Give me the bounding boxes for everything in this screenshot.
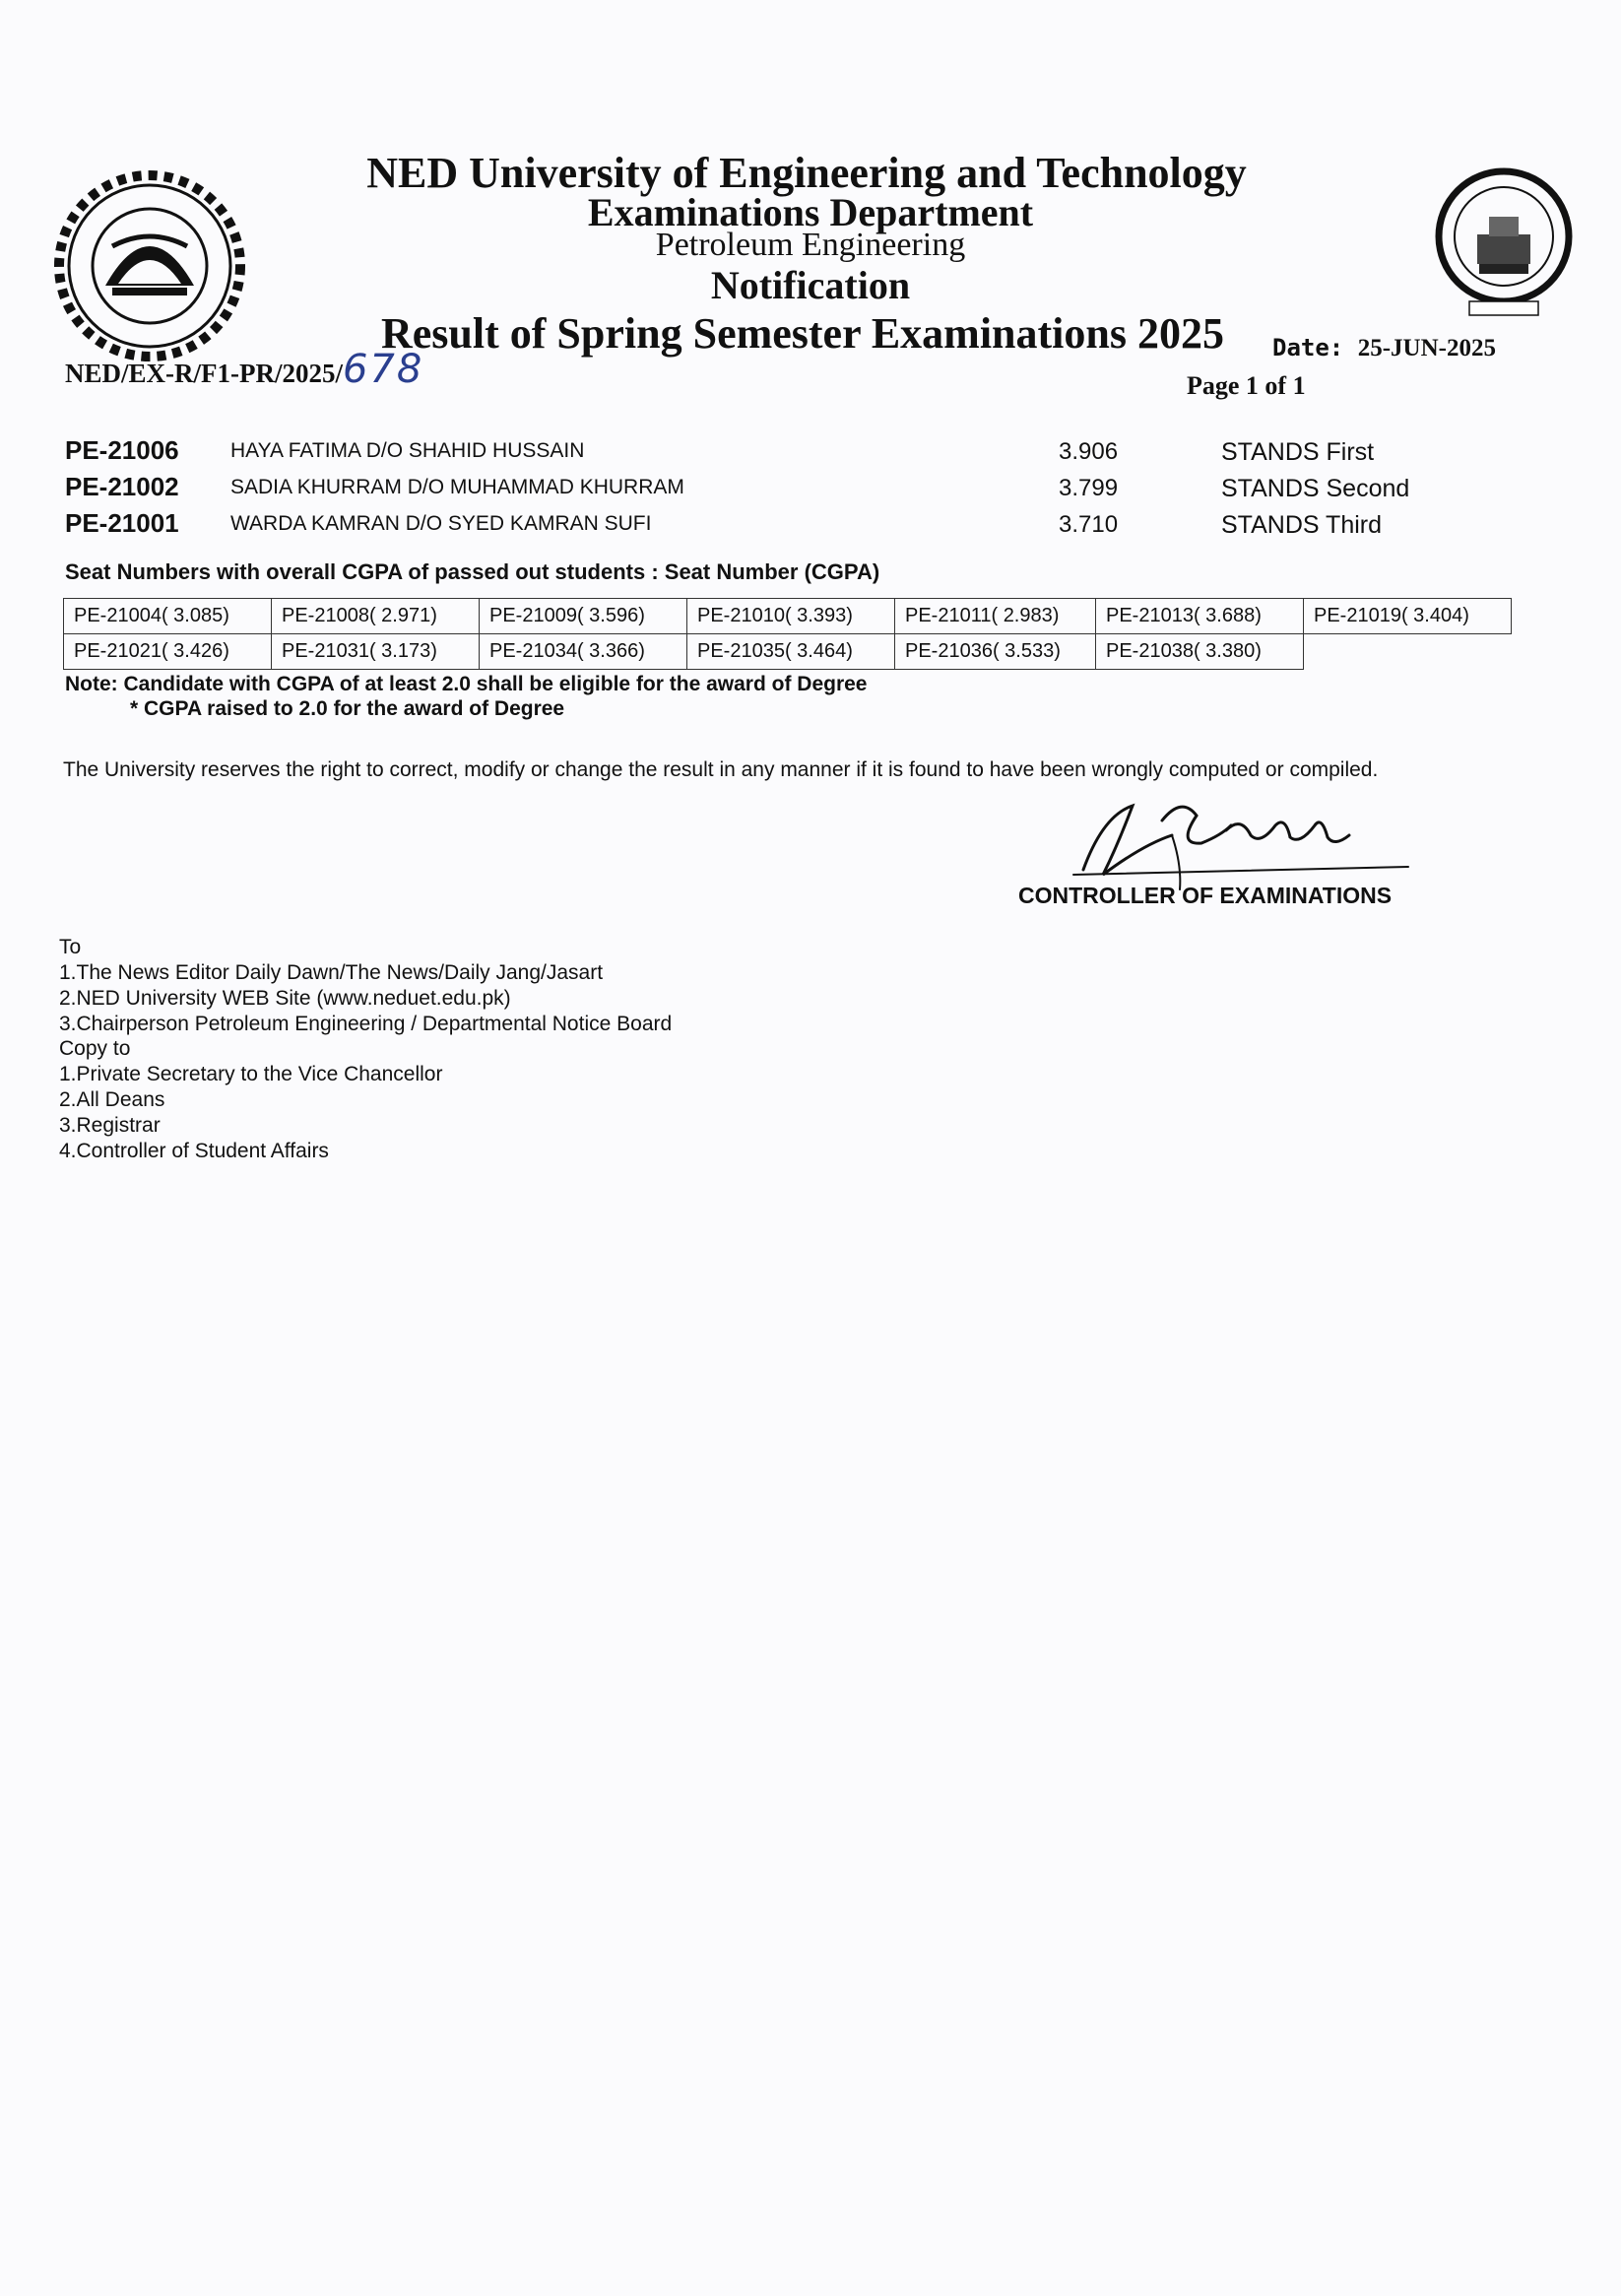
topper-position: STANDS Second [1221,475,1410,502]
controller-signature [1064,776,1418,899]
copy-to-label: Copy to [59,1037,131,1060]
eligibility-note: Note: Candidate with CGPA of at least 2.0 shall be eligible for the award of Degree [65,673,868,695]
topper-cgpa: 3.906 [1059,438,1119,465]
table-cell: PE-21013( 3.688) [1096,599,1304,634]
table-cell: PE-21034( 3.366) [480,634,687,670]
department-name: Examinations Department [587,190,1034,234]
date-field [1272,334,1496,362]
table-cell-empty [1304,634,1512,670]
topper-row [0,472,1621,507]
table-cell: PE-21021( 3.426) [64,634,272,670]
reference-number [65,347,423,392]
reference-handwritten-number: 678 [342,347,424,392]
result-title: Result of Spring Semester Examinations 2025 [381,309,1224,358]
reference-prefix: NED/EX-R/F1-PR/2025/ [65,359,343,388]
table-cell: PE-21036( 3.533) [895,634,1096,670]
disclaimer-text: The University reserves the right to correct, modify or change the result in any manner if it is found to have been wrongly computed or compiled. [63,758,1379,781]
to-label: To [59,936,82,958]
date-value: 25-JUN-2025 [1357,335,1496,361]
university-name: NED University of Engineering and Technology [366,149,1247,197]
table-cell: PE-21011( 2.983) [895,599,1096,634]
topper-position: STANDS Third [1221,511,1383,539]
topper-seat: PE-21002 [65,472,179,501]
seat-numbers-heading: Seat Numbers with overall CGPA of passed out students : Seat Number (CGPA) [65,559,880,584]
cgpa-raised-note: * CGPA raised to 2.0 for the award of Degree [130,697,565,720]
topper-row [0,435,1621,471]
table-cell: PE-21035( 3.464) [687,634,895,670]
topper-position: STANDS First [1221,438,1375,466]
list-item: 3.Registrar [59,1114,161,1137]
notification-heading: Notification [710,263,911,307]
topper-seat: PE-21006 [65,435,179,465]
topper-cgpa: 3.710 [1059,511,1119,538]
table-cell: PE-21038( 3.380) [1096,634,1304,670]
topper-row [0,508,1621,544]
table-cell: PE-21009( 3.596) [480,599,687,634]
topper-seat: PE-21001 [65,508,179,538]
table-cell: PE-21019( 3.404) [1304,599,1512,634]
table-cell: PE-21008( 2.971) [272,599,480,634]
table-row [64,599,1512,634]
list-item: 3.Chairperson Petroleum Engineering / Departmental Notice Board [59,1013,673,1035]
topper-name: SADIA KHURRAM D/O MUHAMMAD KHURRAM [230,476,684,498]
table-row [64,634,1512,670]
list-item: 1.The News Editor Daily Dawn/The News/Daily Jang/Jasart [59,961,604,984]
list-item: 2.NED University WEB Site (www.neduet.edu.pk) [59,987,511,1010]
cgpa-table [63,598,1512,670]
signatory-title: CONTROLLER OF EXAMINATIONS [1018,883,1393,908]
topper-cgpa: 3.799 [1059,475,1119,501]
table-cell: PE-21004( 3.085) [64,599,272,634]
page-number: Page 1 of 1 [1187,371,1306,400]
table-cell: PE-21010( 3.393) [687,599,895,634]
topper-name: WARDA KAMRAN D/O SYED KAMRAN SUFI [230,512,652,535]
programme-name: Petroleum Engineering [655,227,966,263]
list-item: 2.All Deans [59,1088,165,1111]
list-item: 1.Private Secretary to the Vice Chancellor [59,1063,443,1085]
topper-name: HAYA FATIMA D/O SHAHID HUSSAIN [230,439,585,462]
table-cell: PE-21031( 3.173) [272,634,480,670]
date-label: Date: [1272,334,1344,361]
list-item: 4.Controller of Student Affairs [59,1140,329,1162]
